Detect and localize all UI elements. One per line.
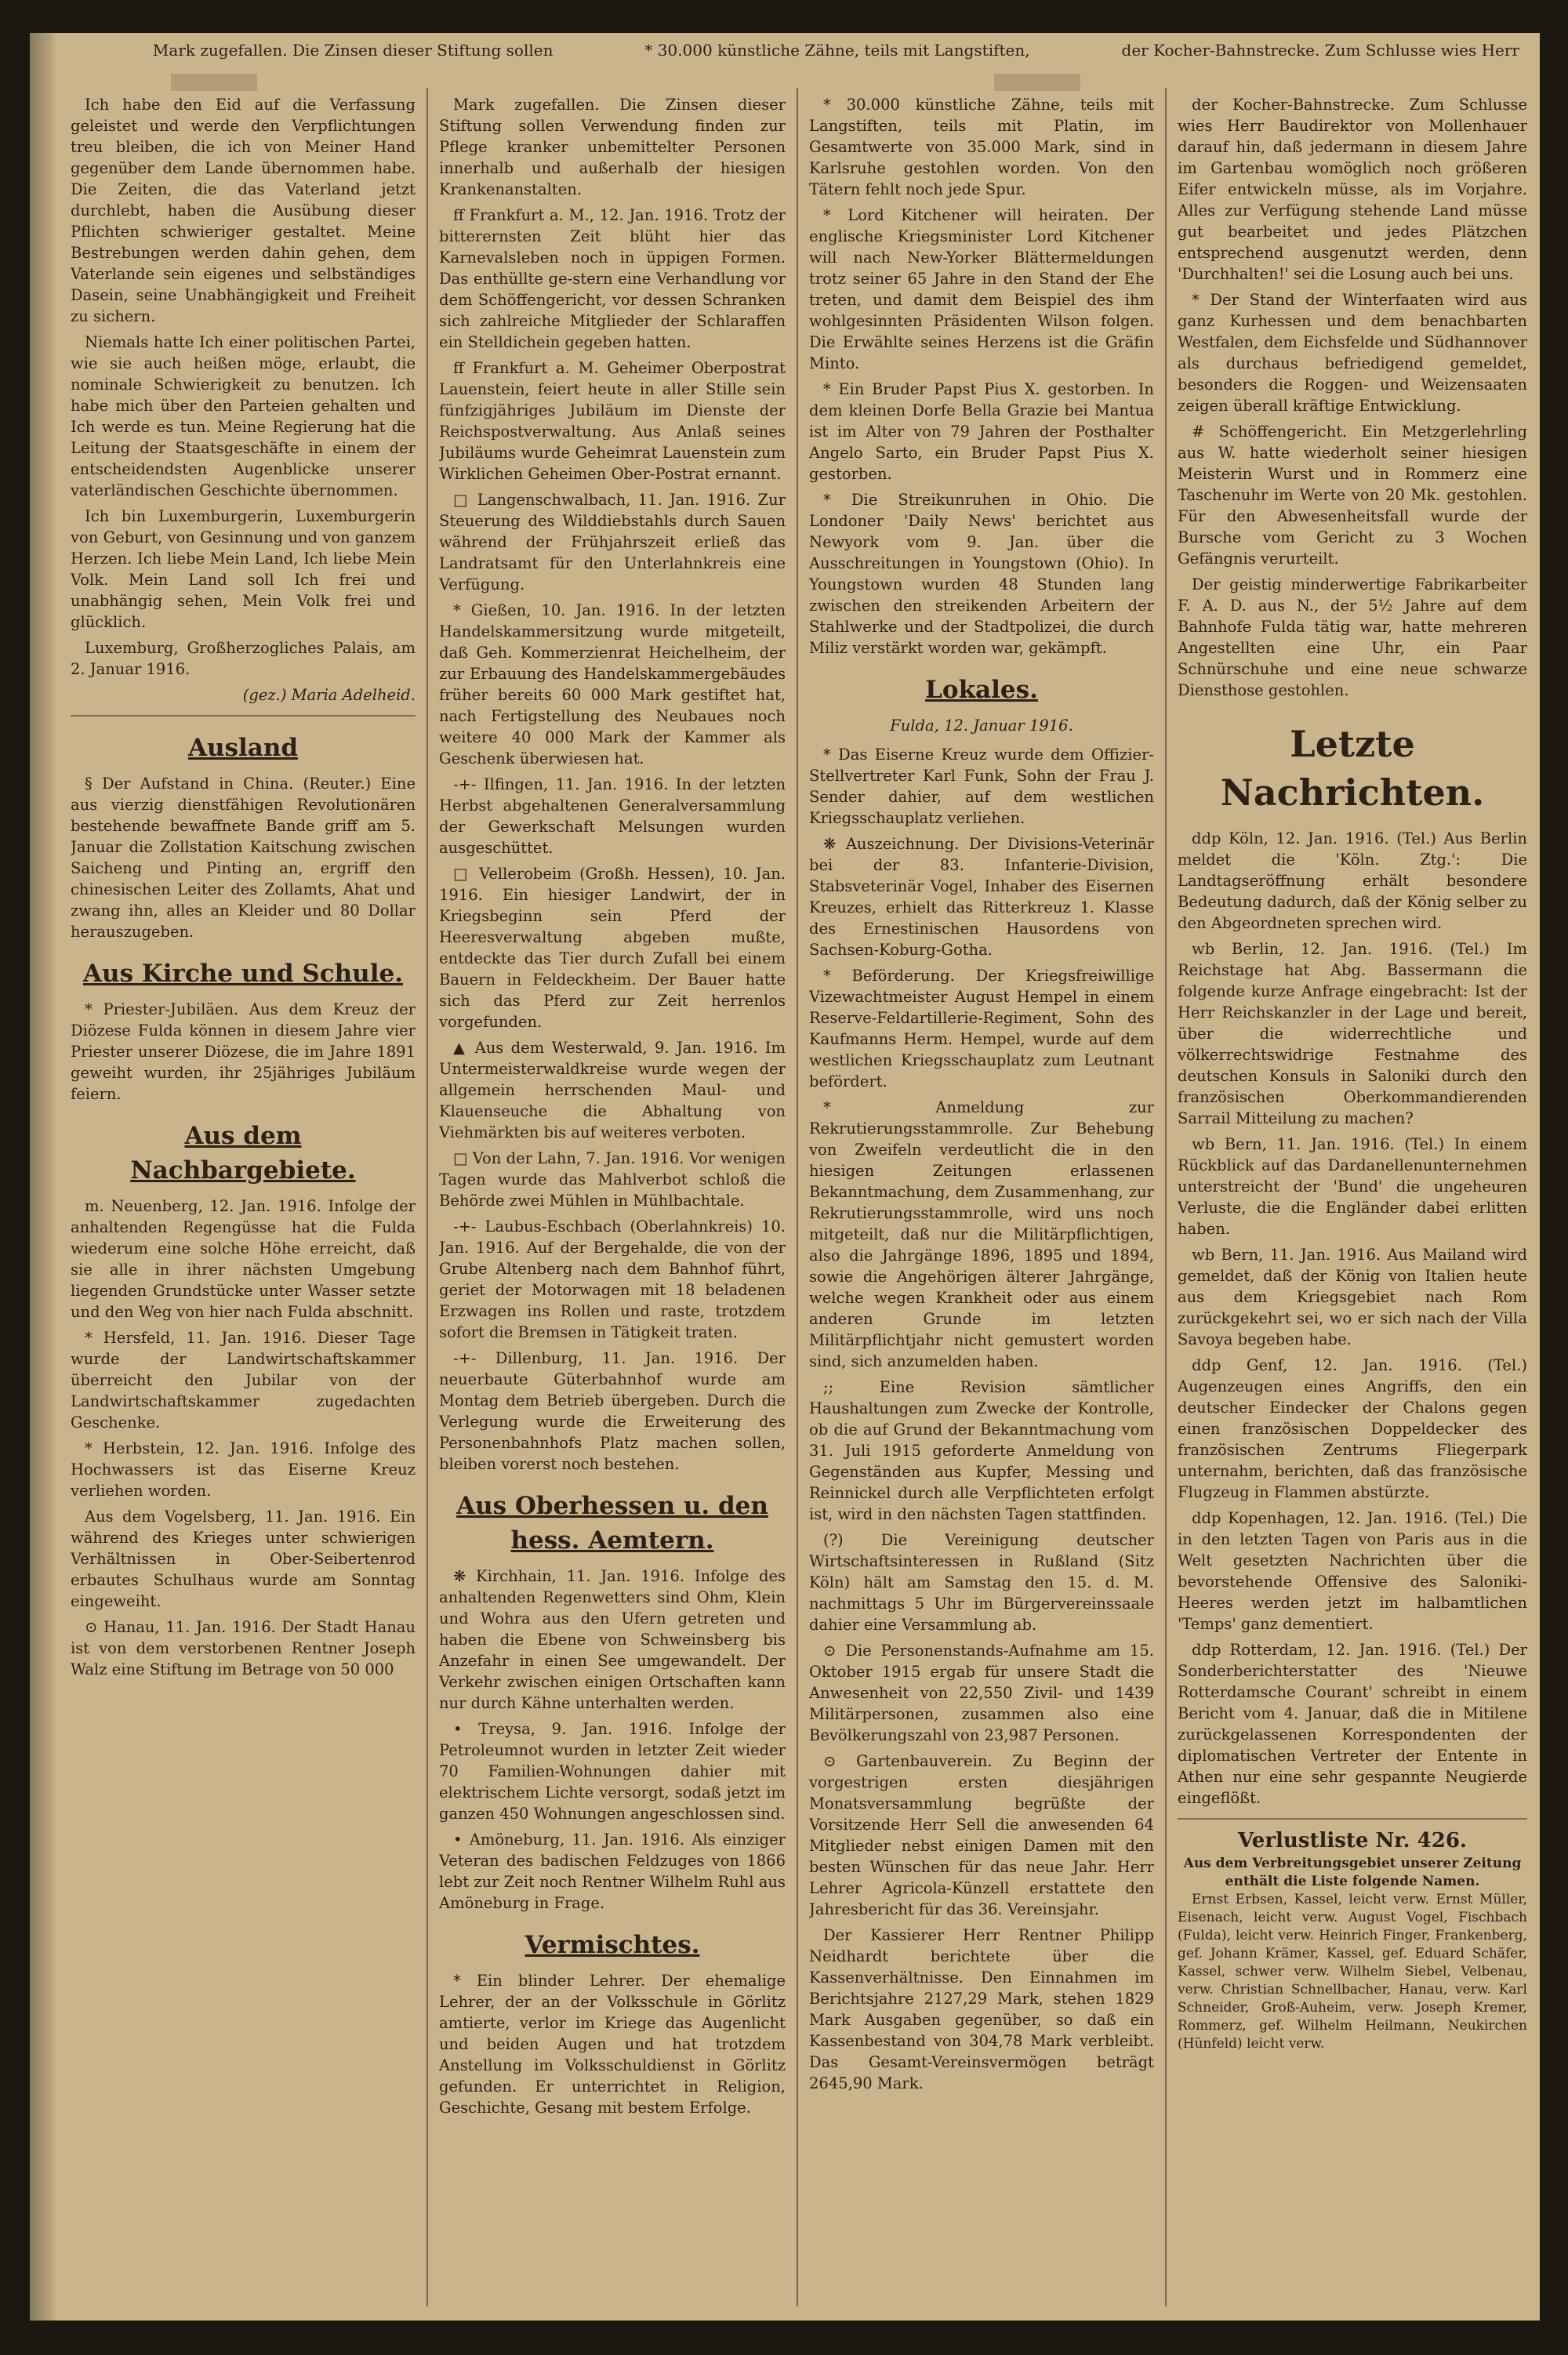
article-paragraph: * Gießen, 10. Jan. 1916. In der letzten Handelskammersitzung wurde mitgeteilt, daß Geh. Kommerzienrat Heichelheim, der zur Erbauung des Handelskammergebäudes früher bereits 60 000 Mark gestiftet hat, nach Fertigstellung des Neubaues noch weitere 40 000 Mark der Kammer als Geschenk überwiesen hat.: [439, 601, 786, 767]
article-paragraph: * Das Eiserne Kreuz wurde dem Offizier-Stellvertreter Karl Funk, Sohn der Frau J. Sender dahier, auf dem westlichen Kriegsschauplatz verliehen.: [809, 746, 1154, 827]
column-rule: [1165, 88, 1167, 2306]
article-paragraph: ddp Köln, 12. Jan. 1916. (Tel.) Aus Berlin meldet die 'Köln. Ztg.': Die Landtagseröffnung erhält besondere Bedeutung dadurch, daß der König selber zu den Abgeordneten sprechen wird.: [1178, 829, 1527, 932]
casualty-list-text: Ernst Erbsen, Kassel, leicht verw. Ernst Müller, Eisenach, leicht verw. August Vogel, Fischbach (Fulda), leicht verw. Heinrich Finger, Frankenberg, gef. Johann Krämer, Kassel, gef. Eduard Schäfer, Kassel, schwer verw. Wilhelm Siebel, Velbenau, verw. Christian Schnellbacher, Hanau, verw. Karl Schneider, Groß-Auheim, verw. Joseph Kremer, Rommerz, gef. Wilhelm Heilmann, Neukirchen (Hünfeld) leicht verw.: [1178, 1892, 1527, 2052]
section-heading-ausland: Ausland: [187, 734, 299, 762]
article-paragraph: Aus dem Vogelsberg, 11. Jan. 1916. Ein während des Krieges unter schwierigen Verhältnissen in Ober-Seibertenrod erbautes Schulhaus wurde am Sonntag eingeweiht.: [71, 1508, 416, 1610]
article-paragraph: ▲ Aus dem Westerwald, 9. Jan. 1916. Im Untermeisterwaldkreise wurde wegen der allgemein herrschenden Maul- und Klauenseuche die Abhaltung von Viehmärkten bis auf weiteres verboten.: [439, 1039, 786, 1141]
article-paragraph: ⊙ Gartenbauverein. Zu Beginn der vorgestrigen ersten diesjährigen Monatsversammlung begrüßte der Vorsitzende Herr Sell die anwesenden 64 Mitglieder nebst einigen Damen mit den besten Wünschen für das neue Jahr. Herr Lehrer Agricola-Künzell erstattete den Jahresbericht für das 36. Vereinsjahr.: [809, 1752, 1154, 1918]
article-paragraph: ddp Kopenhagen, 12. Jan. 1916. (Tel.) Die in den letzten Tagen von Paris aus in die Welt gesetzten Nachrichten über die bevorstehende Offensive des Saloniki-Heeres werden jetzt im halbamtlichen 'Temps' ganz dementiert.: [1178, 1509, 1527, 1633]
article-paragraph: * Hersfeld, 11. Jan. 1916. Dieser Tage wurde der Landwirtschaftskammer überreicht den Jubilar von der Landwirtschaftskammer zugedachten Geschenke.: [71, 1329, 416, 1432]
article-paragraph: -+- Ilfingen, 11. Jan. 1916. In der letzten Herbst abgehaltenen Generalversammlung der Gewerkschaft Melsungen wurden ausgeschüttet.: [439, 775, 786, 857]
article-paragraph: * Ein blinder Lehrer. Der ehemalige Lehrer, der an der Volksschule in Görlitz amtierte, verlor im Kriege das Augenlicht und beiden Augen und hat trotzdem Anstellung im Volksschuldienst in Görlitz gefunden. Er unterrichtet in Religion, Geschichte, Gesang mit bestem Erfolge.: [439, 1972, 786, 2117]
article-paragraph: Ich bin Luxemburgerin, Luxemburgerin von Geburt, von Gesinnung und von ganzem Herzen. Ich liebe Mein Land, Ich liebe Mein Volk. Mein Land soll Ich frei und unabhängig sehen, Mein Volk frei und glücklich.: [71, 507, 416, 631]
article-paragraph: Niemals hatte Ich einer politischen Partei, wie sie auch heißen möge, erlaubt, die nominale Schwierigkeit zu benutzen. Ich habe mich über den Parteien gehalten und Ich werde es tun. Meine Regierung hat die Leitung der Staatsgeschäfte in einem der entscheidendsten Augenblicke unserer vaterländischen Geschichte übernommen.: [71, 333, 416, 499]
article-paragraph: Ich habe den Eid auf die Verfassung geleistet und werde den Verpflichtungen treu bleiben, die ich von Meiner Hand gegenüber dem Lande übernommen habe. Die Zeiten, die das Vaterland jetzt durchlebt, haben die Ausübung dieser Pflichten schwieriger gestaltet. Meine Bestrebungen werden dahin gehen, dem Vaterlande sein eigenes und selbständiges Dasein, seine Unabhängigkeit und Freiheit zu sichern.: [71, 96, 416, 325]
article-paragraph: der Kocher-Bahnstrecke. Zum Schlusse wies Herr Baudirektor von Mollenhauer darauf hin, daß jedermann in diesem Jahre im Gartenbau womöglich noch größeren Eifer entwickeln müsse, als im Vorjahre. Alles zur Verfügung stehende Land müsse gut bearbeitet und jedes Plätzchen entsprechend ausgenutzt werden, denn 'Durchhalten!' sei die Losung auch bei uns.: [1178, 96, 1527, 283]
page-binding-shadow: [30, 33, 56, 2321]
top-strip-col3: * 30.000 künstliche Zähne, teils mit Langstiften,: [644, 41, 1030, 60]
article-paragraph: wb Bern, 11. Jan. 1916. (Tel.) In einem Rückblick auf das Dardanellenunternehmen unterstreicht der 'Bund' die ungeheuren Verluste, die die Engländer dabei erlitten haben.: [1178, 1135, 1527, 1238]
article-paragraph: • Amöneburg, 11. Jan. 1916. Als einziger Veteran des badischen Feldzuges von 1866 lebt zur Zeit noch Rentner Wilhelm Ruhl aus Amöneburg in Frage.: [439, 1831, 786, 1912]
article-paragraph: ddp Genf, 12. Jan. 1916. (Tel.) Augenzeugen eines Angriffs, den ein deutscher Eindecker der Chalons gegen einen französischen Doppeldecker des französischen Zentrums Fliegerpark unternahm, berichten, daß das französische Flugzeug in Flammen abstürzte.: [1178, 1356, 1527, 1501]
article-paragraph: * Herbstein, 12. Jan. 1916. Infolge des Hochwassers ist das Eiserne Kreuz verliehen worden.: [71, 1439, 416, 1500]
section-heading-letzte-nachrichten: Letzte Nachrichten.: [1220, 723, 1485, 814]
top-strip-col2: Mark zugefallen. Die Zinsen dieser Stiftung sollen: [152, 41, 554, 60]
divider: [71, 715, 416, 717]
article-paragraph: * Ein Bruder Papst Pius X. gestorben. In dem kleinen Dorfe Bella Grazie bei Mantua ist im Alter von 79 Jahren der Posthalter Angelo Sarto, ein Bruder Papst Pius X. gestorben.: [809, 380, 1154, 483]
section-heading-lokales: Lokales.: [925, 676, 1038, 704]
article-paragraph: ff Frankfurt a. M., 12. Jan. 1916. Trotz der bitterernsten Zeit blüht hier das Karnevalsleben noch in üppigen Formen. Das enthüllte ge-stern eine Verhandlung vor dem Schöffengericht, vor dessen Schranken sich zahlreiche Mitglieder der Schlaraffen ein Stelldichein gegeben hatten.: [439, 206, 786, 351]
column-4: [1178, 94, 1527, 2289]
article-paragraph: ;; Eine Revision sämtlicher Haushaltungen zum Zwecke der Kontrolle, ob die auf Grund der Bekanntmachung vom 31. Juli 1915 geforderte Anmeldung von Gegenständen aus Kupfer, Messing und Reinnickel durch alle Verpflichteten erfolgt ist, wird in den nächsten Tagen stattfinden.: [809, 1378, 1154, 1523]
article-paragraph: wb Bern, 11. Jan. 1916. Aus Mailand wird gemeldet, daß der König von Italien heute aus dem Kriegsgebiet nach Rom zurückgekehrt sei, wo er sich nach der Villa Savoya begeben habe.: [1178, 1246, 1527, 1348]
article-paragraph: □ Vellerobeim (Großh. Hessen), 10. Jan. 1916. Ein hiesiger Landwirt, der in Kriegsbeginn sein Pferd der Heeresverwaltung abgeben mußte, entdeckte das Tier durch Zufall bei einem Bauern in Feldeckheim. Der Bauer hatte sich das Pferd zur Zeit herrenlos vorgefunden.: [439, 865, 786, 1031]
article-paragraph: ❋ Auszeichnung. Der Divisions-Veterinär bei der 83. Infanterie-Division, Stabsveterinär Vogel, Inhaber des Eisernen Kreuzes, erhielt das Ritterkreuz 1. Klasse des Ernestinischen Hausordens von Sachsen-Koburg-Gotha.: [809, 835, 1154, 959]
dateline: Luxemburg, Großherzogliches Palais, am 2. Januar 1916.: [71, 639, 416, 678]
article-paragraph: * Lord Kitchener will heiraten. Der englische Kriegsminister Lord Kitchener will nach New-Yorker Blättermeldungen trotz seiner 65 Jahre in den Stand der Ehe treten, und damit dem Beispiel des ihm wohlgesinnten Präsidenten Wilson folgen. Die Erwählte seines Herzens ist die Gräfin Minto.: [809, 206, 1154, 372]
section-heading-vermischtes: Vermischtes.: [524, 1931, 700, 1959]
article-paragraph: m. Neuenberg, 12. Jan. 1916. Infolge der anhaltenden Regengüsse hat die Fulda wiederum eine solche Höhe erreicht, daß sie alle in ihrer nächsten Umgebung liegenden Grundstücke unter Wasser setzte und den Weg von hier nach Fulda abschnitt.: [71, 1197, 416, 1321]
column-rule: [426, 88, 428, 2306]
article-paragraph: * Der Stand der Winterfaaten wird aus ganz Kurhessen und dem benachbarten Westfalen, dem Eichsfelde und Südhannover als durchaus befriedigend gemeldet, besonders die Roggen- und Weizensaaten zeigen überall kräftige Entwicklung.: [1178, 291, 1527, 415]
article-paragraph: * Die Streikunruhen in Ohio. Die Londoner 'Daily News' berichtet aus Newyork vom 9. Jan. über die Ausschreitungen in Youngstown (Ohio). In Youngstown wurden 48 Stunden lang zwischen den streikenden Arbeitern der Stahlwerke und der Stadtpolizei, die durch Miliz verstärkt worden war, gekämpft.: [809, 491, 1154, 657]
casualty-list-subheading: Aus dem Verbreitungsgebiet unserer Zeitung enthält die Liste folgende Namen.: [1183, 1856, 1522, 1889]
article-paragraph: * Anmeldung zur Rekrutierungsstammrolle. Zur Behebung von Zweifeln verdeutlicht die in den hiesigen Zeitungen erlassenen Bekanntmachung, dem Zusammenhang, zur Rekrutierungsstammrolle, wird uns noch mitgeteilt, daß nur die Militärpflichtigen, also die Jahrgänge 1896, 1895 und 1894, sowie die Angehörigen älterer Jahrgänge, welche wegen Krankheit oder aus einem anderen Grunde im letzten Militärpflichtjahr nicht gemustert worden sind, sich anzumelden haben.: [809, 1098, 1154, 1370]
article-paragraph: wb Berlin, 12. Jan. 1916. (Tel.) Im Reichstage hat Abg. Bassermann die folgende kurze Anfrage eingebracht: Ist der Herr Reichskanzler in der Lage und bereit, über die widerrechtliche und völkerrechtswidrige Festnahme des deutschen Konsuls in Saloniki durch den französischen Oberkommandierenden Sarrail Mitteilung zu machen?: [1178, 940, 1527, 1127]
article-paragraph: (?) Die Vereinigung deutscher Wirtschaftsinteressen in Rußland (Sitz Köln) hält am Samstag den 15. d. M. nachmittags 5 Uhr im Bürgervereinssaale dahier eine Versammlung ab.: [809, 1531, 1154, 1634]
top-strip: [61, 41, 1519, 80]
column-2: [439, 94, 786, 2289]
article-paragraph: Mark zugefallen. Die Zinsen dieser Stiftung sollen Verwendung finden zur Pflege kranker unbemittelter Personen innerhalb und außerhalb der hiesigen Krankenanstalten.: [439, 96, 786, 198]
article-paragraph: # Schöffengericht. Ein Metzgerlehrling aus W. hatte wiederholt seiner hiesigen Meisterin Wurst und in Rommerz eine Taschenuhr im Werte von 20 Mk. gestohlen. Für den Abwesenheitsfall wurde der Bursche vom Gericht zu 3 Wochen Gefängnis verurteilt.: [1178, 423, 1527, 568]
article-paragraph: □ Von der Lahn, 7. Jan. 1916. Vor wenigen Tagen wurde das Mahlverbot schloß die Behörde zwei Mühlen in Mühlbachtale.: [439, 1149, 786, 1210]
article-paragraph: ❋ Kirchhain, 11. Jan. 1916. Infolge des anhaltenden Regenwetters sind Ohm, Klein und Wohra aus den Ufern getreten und haben die Ebene von Schweinsberg bis Anzefahr in einen See umgewandelt. Der Verkehr zwischen einigen Ortschaften kann nur durch Kähne unterhalten werden.: [439, 1567, 786, 1712]
article-paragraph: * Beförderung. Der Kriegsfreiwillige Vizewachtmeister August Hempel in einem Reserve-Feldartillerie-Regiment, Sohn des Kaufmanns Herm. Hempel, wurde auf dem westlichen Kriegsschauplatz zum Leutnant befördert.: [809, 967, 1154, 1090]
lokales-dateline: Fulda, 12. Januar 1916.: [890, 717, 1073, 735]
article-paragraph: -+- Laubus-Eschbach (Oberlahnkreis) 10. Jan. 1916. Auf der Bergehalde, die von der Grube Altenberg nach dem Bahnhof führt, geriet der Motorwagen mit 18 beladenen Erzwagen ins Rollen und raste, trotzdem sofort die Bremsen in Tätigkeit traten.: [439, 1217, 786, 1341]
article-paragraph: * 30.000 künstliche Zähne, teils mit Langstiften, teils mit Platin, im Gesamtwerte von 35.000 Mark, sind in Karlsruhe gestohlen worden. Von den Tätern fehlt noch jede Spur.: [809, 96, 1154, 198]
section-heading-nachbar: Aus dem Nachbargebiete.: [130, 1122, 356, 1185]
article-paragraph: ff Frankfurt a. M. Geheimer Oberpostrat Lauenstein, feiert heute in aller Stille sein fünfzigjähriges Jubiläum im Dienste der Reichspostverwaltung. Aus Anlaß seines Jubiläums wurde Geheimrat Lauenstein zum Wirklichen Geheimen Ober-Postrat ernannt.: [439, 359, 786, 483]
section-heading-kirche: Aus Kirche und Schule.: [83, 960, 403, 988]
article-paragraph: * Priester-Jubiläen. Aus dem Kreuz der Diözese Fulda können in diesem Jahre vier Priester unserer Diözese, die im Jahre 1891 geweiht wurden, ihr 25jähriges Jubiläum feiern.: [71, 1000, 416, 1103]
article-paragraph: ⊙ Die Personenstands-Aufnahme am 15. Oktober 1915 ergab für unsere Stadt die Anwesenheit von 22,550 Zivil- und 1439 Militärpersonen, zusammen also eine Bevölkerungszahl von 23,987 Personen.: [809, 1642, 1154, 1744]
newspaper-page: [30, 33, 1540, 2321]
divider: [1178, 1818, 1527, 1820]
article-paragraph: -+- Dillenburg, 11. Jan. 1916. Der neuerbaute Güterbahnhof wurde am Montag dem Betrieb übergeben. Durch die Verlegung wurde die Erweiterung des Personenbahnhofs Platz machen sollen, bleiben vorerst noch bestehen.: [439, 1349, 786, 1473]
column-3: [809, 94, 1154, 2289]
signature: (gez.) Maria Adelheid.: [242, 686, 416, 704]
article-paragraph: Der Kassierer Herr Rentner Philipp Neidhardt berichtete über die Kassenverhältnisse. Den Einnahmen im Berichtsjahre 2127,29 Mark, stehen 1829 Mark Ausgaben gegenüber, so daß ein Kassenbestand von 304,78 Mark verbleibt. Das Gesamt-Vereinsvermögen beträgt 2645,90 Mark.: [809, 1926, 1154, 2092]
article-paragraph: • Treysa, 9. Jan. 1916. Infolge der Petroleumnot wurden in letzter Zeit wieder 70 Familien-Wohnungen dahier mit elektrischem Lichte versorgt, sodaß jetzt im ganzen 450 Wohnungen angeschlossen sind.: [439, 1720, 786, 1823]
top-strip-col4: der Kocher-Bahnstrecke. Zum Schlusse wies Herr: [1121, 41, 1519, 60]
article-paragraph: Der geistig minderwertige Fabrikarbeiter F. A. D. aus N., der 5½ Jahre auf dem Bahnhofe Fulda tätig war, hatte mehreren Angestellten eine Uhr, ein Paar Schnürschuhe und eine neue schwarze Diensthose gestohlen.: [1178, 575, 1527, 699]
column-1: [71, 94, 416, 2289]
casualty-list-heading: Verlustliste Nr. 426.: [1238, 1829, 1467, 1852]
article-paragraph: § Der Aufstand in China. (Reuter.) Eine aus vierzig dienstfähigen Revolutionären bestehende bewaffnete Bande griff am 5. Januar die Zollstation Kaitschung zwischen Saicheng und Pinting an, ergriff den chinesischen Leiter des Zollamts, Ahat und zwang ihn, alles an Kleider und 80 Dollar herauszugeben.: [71, 775, 416, 941]
article-paragraph: □ Langenschwalbach, 11. Jan. 1916. Zur Steuerung des Wilddiebstahls durch Sauen während der Frühjahrszeit erließ das Landratsamt für den Unterlahnkreis eine Verfügung.: [439, 491, 786, 593]
article-paragraph: ddp Rotterdam, 12. Jan. 1916. (Tel.) Der Sonderberichterstatter des 'Nieuwe Rotterdamsche Courant' schreibt in einem Bericht vom 4. Januar, daß die in Mitilene zurückgelassenen Korrespondenten der diplomatischen Vertreter der Entente in Athen nur eine sehr gespannte Neugierde eingeflößt.: [1178, 1641, 1527, 1807]
column-rule: [797, 88, 798, 2306]
article-paragraph: ⊙ Hanau, 11. Jan. 1916. Der Stadt Hanau ist von dem verstorbenen Rentner Joseph Walz eine Stiftung im Betrage von 50 000: [71, 1618, 416, 1678]
section-heading-oberhessen: Aus Oberhessen u. den hess. Aemtern.: [456, 1492, 768, 1555]
